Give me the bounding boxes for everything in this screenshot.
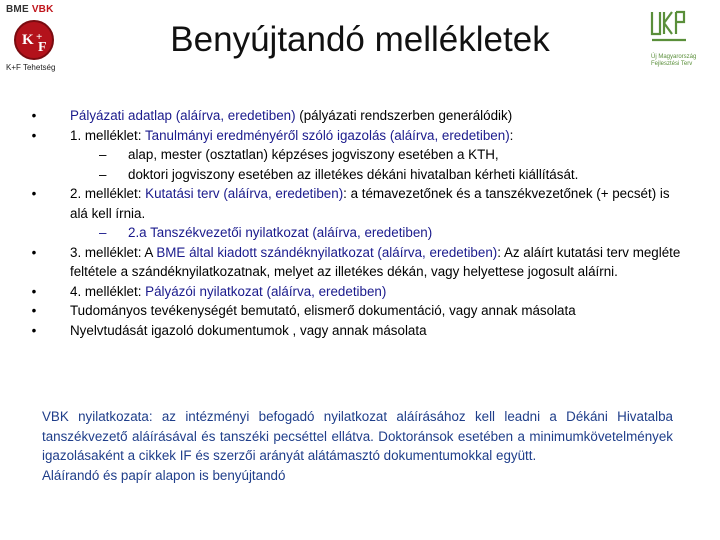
svg-text:F: F [38,40,47,55]
svg-text:+: + [36,31,43,43]
list-item [28,301,683,321]
bullet-icon: • [31,303,37,318]
list-item [28,282,683,302]
sub-item-text: 2.a Tanszékvezetői nyilatkozat (aláírva, eredetiben) [128,225,433,240]
umft-caption-line2: Fejlesztési Terv [651,61,693,67]
svg-text:K: K [22,32,34,48]
bullet-icon: • [31,244,37,260]
item-highlight: Pályázati adatlap (aláírva, eredetiben) [70,108,296,123]
logo-bme-text: BME [6,4,29,15]
sub-item-text: doktori jogviszony esetében az illetékes dékáni hivatalban kérheti kiállítását. [128,166,579,182]
list-item [28,106,683,126]
item-lead: Tudományos tevékenységét bemutató, elismerő dokumentáció, vagy annak másolata [70,303,576,318]
dash-icon: – [99,225,107,240]
bullet-icon: • [31,283,37,299]
bullet-icon: • [31,186,37,201]
item-highlight: Pályázói nyilatkozat (aláírva, eredetiben) [145,283,387,299]
list-item [28,126,683,146]
sub-list-item [28,145,683,165]
item-tail: : Az aláírt kutatási terv megléte feltétele a szándéknyilatkozatnak, melyet az illetékes dékán, vagy helyettese jogosult aláírni. [70,244,681,279]
bullet-icon: • [31,108,37,123]
umft-caption-line1: Új Magyarország [651,54,697,60]
item-lead: 1. melléklet: [70,127,145,143]
item-lead: 3. melléklet: A [70,244,157,260]
umft-emblem-icon [650,8,690,52]
item-highlight: Tanulmányi eredményéről szóló igazolás (aláírva, eredetiben) [144,127,510,143]
vbk-note: Aláírandó és papír alapon is benyújtandó [42,467,286,483]
list-item [28,321,683,341]
item-tail: : [509,127,514,143]
sub-list-item [28,165,683,185]
dash-icon: – [99,166,107,182]
item-lead: Nyelvtudását igazoló dokumentumok , vagy annak másolata [70,322,427,338]
umft-logo [648,8,714,70]
item-highlight: Kutatási terv (aláírva, eredetiben) [145,186,344,201]
list-item [28,243,683,282]
list-item [28,184,683,223]
logo-caption: K+F Tehetség [6,63,56,72]
dash-icon: – [99,147,107,162]
vbk-statement [42,407,673,485]
umft-caption [651,54,696,68]
sub-list-item [28,223,683,243]
item-tail: : a témavezetőnek és a tanszékvezetőnek (+ pecsét) is alá kell írnia. [70,186,670,221]
logo-vbk-text: VBK [31,4,54,15]
page-title: Benyújtandó mellékletek [170,20,550,59]
item-lead: 2. melléklet: [70,186,146,201]
sub-item-text: alap, mester (osztatlan) képzéses jogviszony esetében a KTH, [128,147,499,162]
vbk-paragraph: VBK nyilatkozata: az intézményi befogadó nyilatkozat aláírásához kell leadni a Dékáni Hivatalba tanszékvezető aláírásával és tanszéki pecséttel ellátva. Doktoránsok esetében a minimumkövetelmények igazolásaként a cikkek IF és szerzői arányát alátámasztó dokumentumokkal együtt. [42,409,673,464]
attachments-list [28,106,683,340]
bme-vbk-label [6,4,68,15]
item-lead: 4. melléklet: [70,283,146,299]
item-tail: (pályázati rendszerben generálódik) [295,108,513,123]
item-highlight: BME által kiadott szándéknyilatkozat (aláírva, eredetiben) [156,244,498,260]
bullet-icon: • [31,127,37,143]
bullet-icon: • [31,322,37,338]
